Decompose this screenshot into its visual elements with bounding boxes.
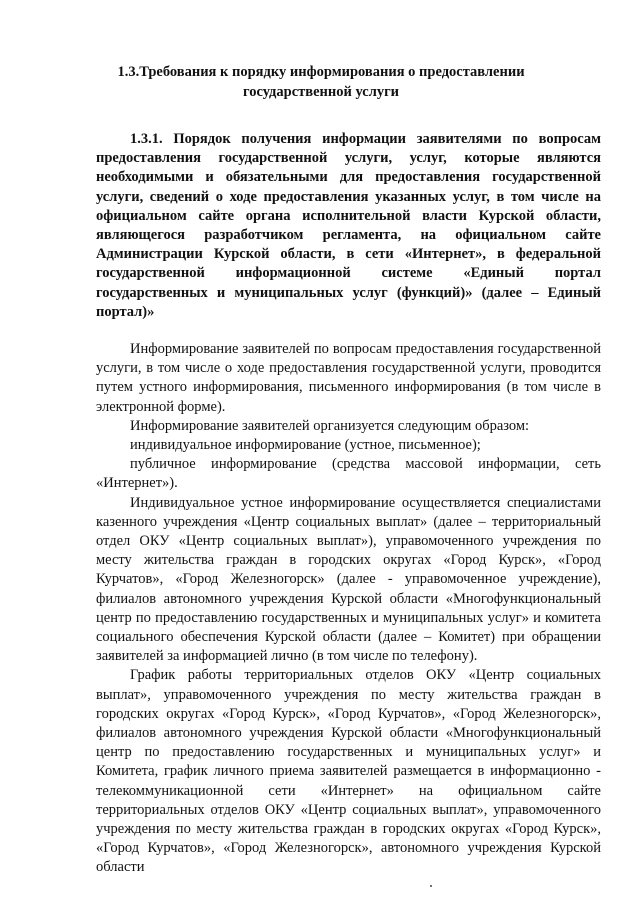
- subsection-title: 1.3.1. Порядок получения информации заявителями по вопросам предоставления государственной услуги, услуг, которые являются необходимыми и обязательными для предоставления государственной услуги, сведений о ходе предоставления указанных услуг, в том числе на официальном сайте органа исполнительной власти Курской области, являющегося разработчиком регламента, на официальном сайте Администрации Курской области, в сети «Интернет», в федеральной государственной информационной системе «Единый портал государственных и муниципальных услуг (функций)» (далее – Единый портал)»: [96, 131, 601, 320]
- paragraph: Информирование заявителей организуется следующим образом:: [130, 417, 530, 434]
- paragraph: публичное информирование (средства массовой информации, сеть «Интернет»).: [96, 456, 601, 492]
- paragraph: Индивидуальное устное информирование осуществляется специалистами казенного учреждения «Центр социальных выплат» (далее – территориальный отдел ОКУ «Центр социальных выплат»), управомоченного учреждения по месту жительства граждан в городских округах «Город Курск», «Город Курчатов», «Город Железногорск» (далее - управомоченное учреждение), филиалов автономного учреждения Курской области «Многофункциональный центр по предоставлению государственных и муниципальных услуг» и комитета социального обеспечения Курской области (далее – Комитет) при обращении заявителей за информацией лично (в том числе по телефону).: [96, 494, 601, 665]
- section-heading-line-2: государственной услуги: [242, 84, 400, 100]
- body-text: [96, 340, 601, 878]
- paragraph: График работы территориальных отделов ОКУ «Центр социальных выплат», управомоченного учреждения по месту жительства граждан в городских округах «Город Курск», «Город Курчатов», «Город Железногорск», филиалов автономного учреждения Курской области «Многофункциональный центр по предоставлению государственных и муниципальных услуг» и Комитета, график личного приема заявителей размещается в информационно - телекоммуникационной сети «Интернет» на официальном сайте территориальных отделов ОКУ «Центр социальных выплат», управомоченного учреждения по месту жительства граждан в городских округах «Город Курск», «Город Курчатов», «Город Железногорск», автономного учреждения Курской области: [96, 667, 601, 876]
- paragraph: индивидуальное информирование (устное, письменное);: [130, 437, 481, 454]
- section-heading-line-1: 1.3.Требования к порядку информирования о предоставлении: [117, 64, 525, 80]
- section-heading: [96, 62, 546, 102]
- paragraph: Информирование заявителей по вопросам предоставления государственной услуги, в том числе о ходе предоставления государственной услуги, проводится путем устного информирования, письменного информирования (в том числе в электронной форме).: [96, 341, 601, 415]
- scan-speck: [430, 885, 432, 887]
